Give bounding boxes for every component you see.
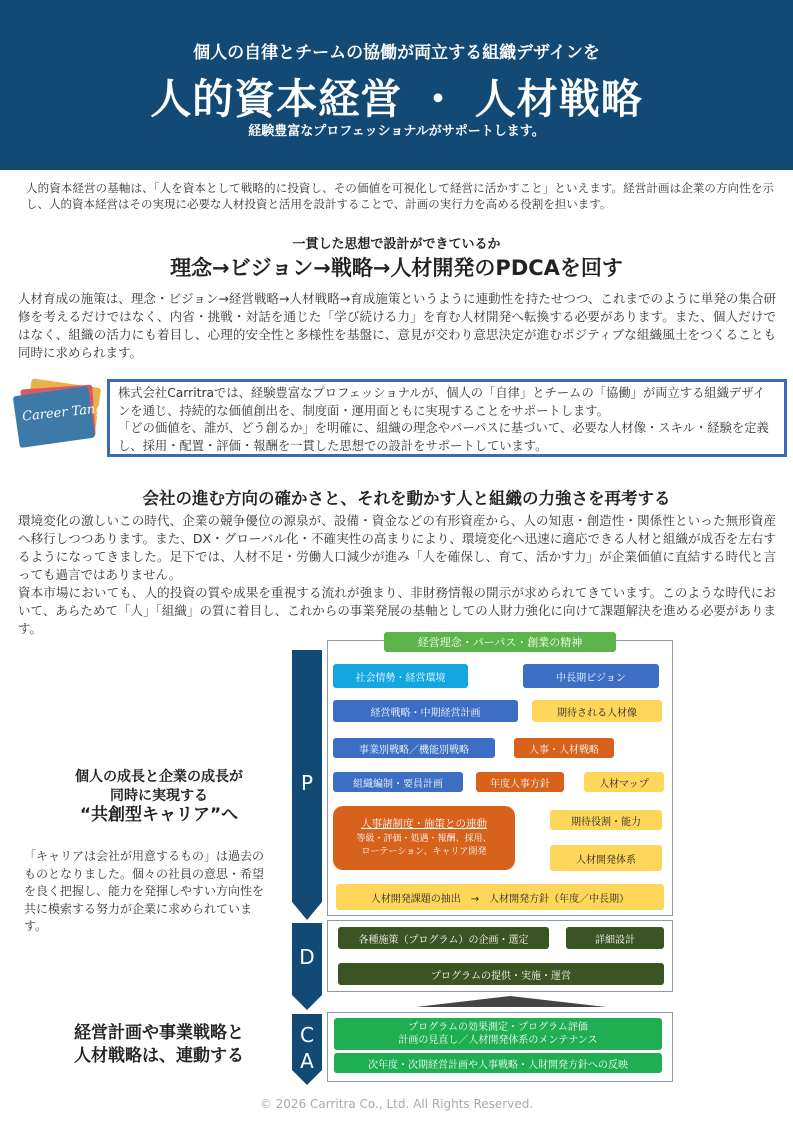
a-letter: A bbox=[300, 1049, 314, 1073]
header-subtitle-top: 個人の自律とチームの協働が両立する組織デザインを bbox=[193, 43, 600, 63]
company-box bbox=[107, 379, 787, 457]
c-letter: C bbox=[300, 1023, 314, 1047]
left-heading1-line3: “共創型キャリア”へ bbox=[79, 805, 239, 825]
p-letter: P bbox=[300, 771, 314, 795]
expected-roles-box: 期待役割・能力 bbox=[550, 810, 662, 830]
hr-systems-sub1: 等級・評価・処遇・報酬、採用、 bbox=[356, 833, 492, 844]
mgmt-plan-box: 経営戦略・中期経営計画 bbox=[333, 700, 518, 722]
company-box-line2: 「どの価値を、誰が、どう創るか」を明確に、組織の理念やパーパスに基づいて、必要な人材像・スキル・経験を定義し、採用・配置・評価・報酬を一貫した思想での設計をサポートしています。 bbox=[118, 421, 769, 453]
header-subtitle-bottom: 経験豊富なプロフェッショナルがサポートします。 bbox=[248, 124, 545, 139]
left-heading2 bbox=[14, 1022, 304, 1068]
d-design-box: 詳細設計 bbox=[566, 927, 664, 949]
left-heading2-line2: 人材戦略は、連動する bbox=[74, 1046, 244, 1066]
top-philosophy-box: 経営理念・パーパス・創業の精神 bbox=[384, 632, 616, 652]
dev-system-box: 人材開発体系 bbox=[550, 845, 662, 871]
page-title: 人的資本経営 ・ 人材戦略 bbox=[150, 75, 643, 123]
ca-reflect-box: 次年度・次期経営計画や人事戦略・人財開発方針への反映 bbox=[334, 1053, 662, 1073]
biz-strategy-box: 事業別戦略／機能別戦略 bbox=[333, 738, 495, 758]
section2-heading: 会社の進む方向の確かさと、それを動かす人と組織の力強さを再考する bbox=[142, 489, 671, 508]
ca-eval-line2: 計画の見直し／人材開発体系のメンテナンス bbox=[398, 1035, 598, 1046]
d-run-box: プログラムの提供・実施・運営 bbox=[338, 963, 664, 985]
hr-strategy-box: 人事・人材戦略 bbox=[514, 738, 614, 758]
career-tango-logo bbox=[14, 383, 113, 445]
ca-eval-box bbox=[334, 1018, 662, 1050]
left-heading1-line2: 同時に実現する bbox=[110, 788, 208, 804]
company-box-line1: 株式会社Carritraでは、経験豊富なプロフェッショナルが、個人の「自律」とチームの「協働」が両立する組織デザインを通じ、持続的な価値創出を、制度面・運用面ともに実現することをサポートします。 bbox=[118, 386, 766, 418]
social-box: 社会情勢・経営環境 bbox=[333, 664, 468, 688]
intro-paragraph: 人的資本経営の基軸は、「人を資本として戦略的に投資し、その価値を可視化して経営に活かすこと」といえます。経営計画は企業の方向性を示し、人的資本経営はその実現に必要な人材投資と活用を設計することで、計画の実行力を高める役割を担います。 bbox=[26, 181, 774, 211]
section1-body: 人材育成の施策は、理念・ビジョン→経営戦略→人材戦略→育成施策というように連動性を持たせつつ、これまでのように単発の集合研修を考えるだけではなく、内省・挑戦・対話を通じた「学び続ける力」を育む人材開発へ転換する必要があります。また、個人だけではなく、組織の活力にも着目し、心理的安全性と多様性を基盤に、意見が交わり意思決定が進むポジティブな組織風土をつくることも同時に求められます。 bbox=[18, 291, 776, 360]
issues-box: 人材開発課題の抽出 → 人材開発方針（年度／中長期） bbox=[336, 884, 664, 910]
header-banner bbox=[0, 0, 793, 170]
section1-kicker: 一貫した思想で設計ができているか bbox=[292, 237, 501, 252]
divider-triangle bbox=[416, 996, 606, 1007]
logo-text: Career Tango bbox=[21, 400, 113, 425]
ca-eval-line1: プログラムの効果測定・プログラム評価 bbox=[408, 1022, 588, 1033]
d-plan-box: 各種施策（プログラム）の企画・選定 bbox=[338, 927, 549, 949]
vision-box: 中長期ビジョン bbox=[523, 664, 659, 688]
hr-systems-title: 人事諸制度・施策との連動 bbox=[361, 817, 487, 830]
left-heading2-line1: 経営計画や事業戦略と bbox=[74, 1023, 244, 1043]
copyright-footer: © 2026 Carritra Co., Ltd. All Rights Reserved. bbox=[259, 1097, 534, 1111]
d-letter: D bbox=[299, 945, 315, 969]
left-body: 「キャリアは会社が用意するもの」は過去のものとなりました。個々の社員の意思・希望を良く把握し、能力を発揮しやすい方向性を共に模索する努力が企業に求められています。 bbox=[24, 849, 265, 933]
org-plan-box: 組織編制・要員計画 bbox=[333, 772, 463, 792]
expected-talent-box: 期待される人材像 bbox=[532, 700, 662, 722]
section2-body bbox=[18, 512, 776, 638]
hr-systems-sub2: ローテーション、キャリア開発 bbox=[361, 846, 487, 857]
section2-body1: 環境変化の激しいこの時代、企業の競争優位の源泉が、設備・資金などの有形資産から、人の知恵・創造性・関係性といった無形資産へ移行しつつあります。また、DX・グローバル化・不確実性の高まりにより、環境変化へ迅速に適応できる人材と組織が成否を左右するようになってきました。足下では、人材不足・労働人口減少が進み「人を確保し、育て、活かす力」が企業価値に直結する時代と言っても過言ではありません。 bbox=[18, 513, 776, 582]
left-heading1-line1: 個人の成長と企業の成長が bbox=[75, 769, 243, 785]
hr-systems-box bbox=[333, 806, 515, 870]
section2-body2: 資本市場においても、人的投資の質や成果を重視する流れが強まり、非財務情報の開示が求められてきています。このような時代において、あらためて「人」「組織」の質に着目し、これからの事業発展の基軸としての人財力強化に向けて課題解決を進める必要があります。 bbox=[18, 585, 776, 636]
talent-map-box: 人材マップ bbox=[584, 772, 664, 792]
annual-hr-box: 年度人事方針 bbox=[476, 772, 564, 792]
section1-heading: 理念→ビジョン→戦略→人材開発のPDCAを回す bbox=[170, 256, 623, 280]
